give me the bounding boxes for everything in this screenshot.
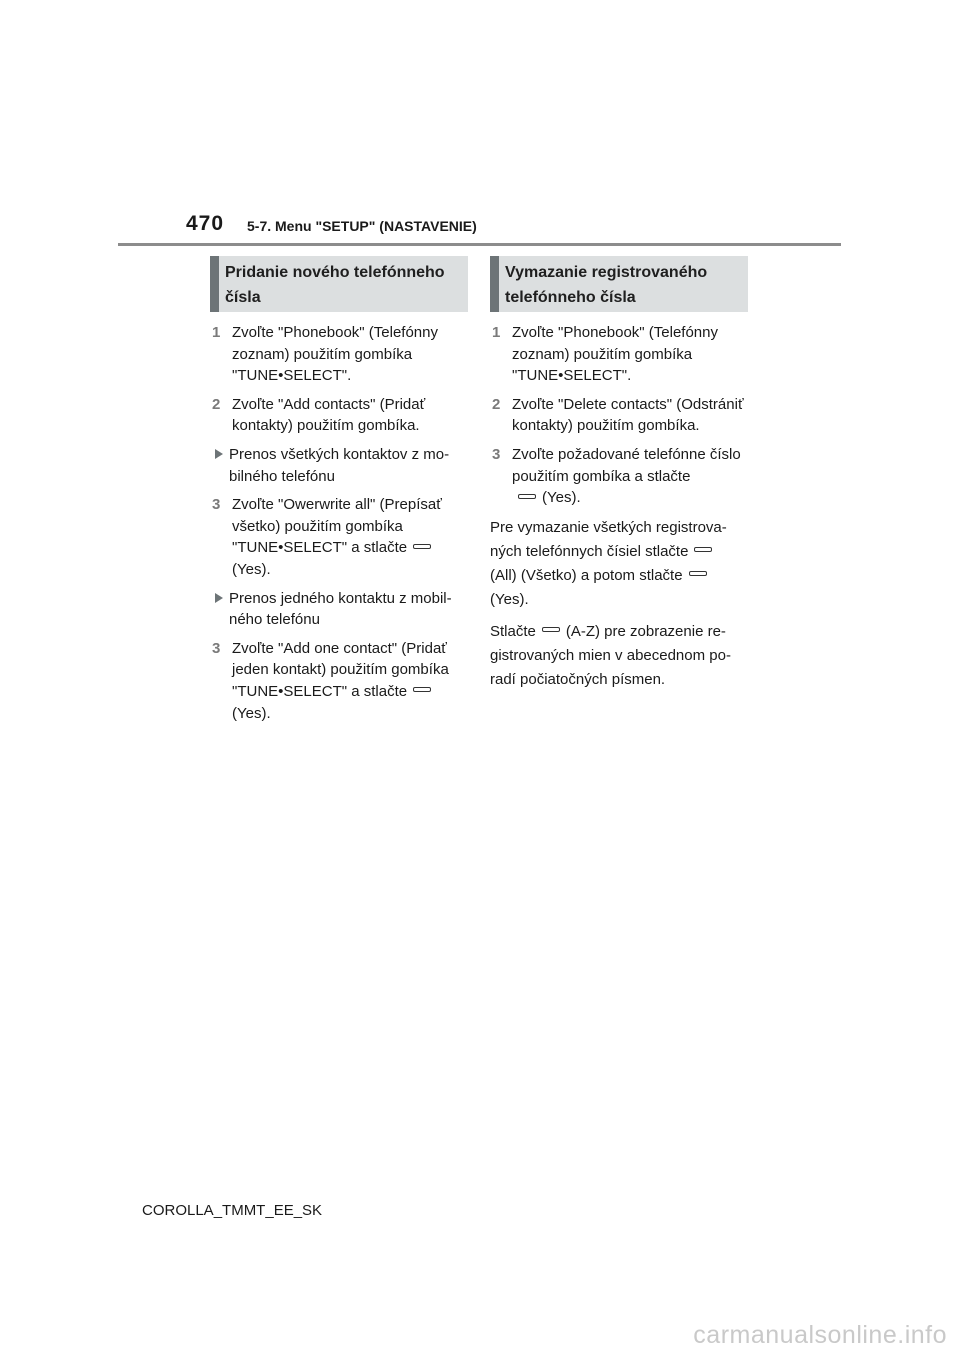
paragraph-text: (A-Z) pre zobrazenie registrovaných mien v abecednom poradí počiatočných písmen. <box>490 622 731 688</box>
step-number: 2 <box>212 395 221 413</box>
step-item <box>210 322 468 387</box>
triangle-bullet-icon <box>215 593 223 603</box>
subheading-item <box>210 444 468 487</box>
step-text-end: (Yes). <box>232 704 271 722</box>
left-column <box>210 256 468 731</box>
screen-button-icon <box>694 547 712 552</box>
screen-button-icon <box>689 571 707 576</box>
step-item <box>490 444 748 509</box>
step-text: Zvoľte "Owerwrite all" (Prepísať všetko) použitím gombíka "TUNE•SELECT" a stlačte <box>232 496 442 557</box>
step-text-end: (Yes). <box>232 560 271 578</box>
step-number: 3 <box>212 639 221 657</box>
screen-button-icon <box>518 494 536 499</box>
step-number: 2 <box>492 395 501 413</box>
step-number: 3 <box>492 445 501 463</box>
paragraph-text: Pre vymazanie všetkých registrovaných telefónnych čísiel stlačte <box>490 518 727 560</box>
left-body <box>210 322 468 724</box>
step-text: Zvoľte požadované telefónne číslo použitím gombíka a stlačte <box>512 445 741 485</box>
paragraph-text: (All) (Všetko) a potom stlačte <box>490 566 683 584</box>
right-heading: Vymazanie registrovaného telefónneho čísla <box>490 256 748 312</box>
header-divider <box>118 243 841 246</box>
triangle-bullet-icon <box>215 449 223 459</box>
step-item <box>490 394 748 437</box>
screen-button-icon <box>413 544 431 549</box>
right-body <box>490 322 748 692</box>
subheading-item <box>210 588 468 631</box>
step-text: Zvoľte "Phonebook" (Telefónny zoznam) použitím gombíka "TUNE•SELECT". <box>512 324 718 385</box>
right-column <box>490 256 748 700</box>
footer-doc-code: COROLLA_TMMT_EE_SK <box>142 1202 323 1219</box>
step-text: Zvoľte "Delete contacts" (Odstrániť kontakty) použitím gombíka. <box>512 395 744 435</box>
screen-button-icon <box>542 627 560 632</box>
subheading-text: Prenos jedného kontaktu z mobilného telefónu <box>229 589 452 629</box>
step-text: Zvoľte "Add one contact" (Pridať jeden kontakt) použitím gombíka "TUNE•SELECT" a stlačte <box>232 639 449 700</box>
step-item <box>490 322 748 387</box>
paragraph <box>490 516 748 612</box>
watermark: carmanualsonline.info <box>693 1321 947 1349</box>
subheading-text: Prenos všetkých kontaktov z mobilného telefónu <box>229 445 450 485</box>
paragraph-text: (Yes). <box>490 590 529 608</box>
screen-button-icon <box>413 687 431 692</box>
section-title: 5-7. Menu "SETUP" (NASTAVENIE) <box>247 218 477 234</box>
step-text: Zvoľte "Phonebook" (Telefónny zoznam) použitím gombíka "TUNE•SELECT". <box>232 324 438 385</box>
step-number: 3 <box>212 496 221 514</box>
step-text-end: (Yes). <box>542 489 581 507</box>
paragraph <box>490 620 748 692</box>
left-heading: Pridanie nového telefónneho čísla <box>210 256 468 312</box>
paragraph-text: Stlačte <box>490 622 536 640</box>
step-number: 1 <box>212 324 221 341</box>
step-text: Zvoľte "Add contacts" (Pridať kontakty) použitím gombíka. <box>232 395 426 435</box>
step-item <box>210 638 468 724</box>
step-item <box>210 394 468 437</box>
page-number: 470 <box>186 212 225 235</box>
step-number: 1 <box>492 324 501 341</box>
step-item <box>210 494 468 580</box>
